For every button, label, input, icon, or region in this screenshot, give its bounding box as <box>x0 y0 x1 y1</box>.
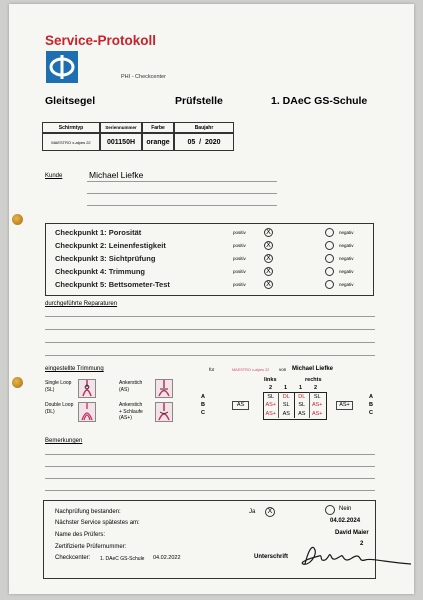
info-header-type: Schirmtyp <box>42 122 100 133</box>
ja-checkbox[interactable]: X <box>265 507 275 517</box>
positive-checkbox[interactable]: X <box>264 241 273 250</box>
trim-cell: AS+ <box>265 410 277 417</box>
ankerstich-schlaufe-icon <box>155 402 173 422</box>
row-label: C <box>369 410 373 416</box>
remarks-line-1 <box>45 454 375 455</box>
positive-label: positiv <box>233 269 246 274</box>
negative-checkbox[interactable] <box>325 267 334 276</box>
customer-line-2 <box>87 193 277 194</box>
double-loop-icon <box>78 402 96 422</box>
legend-ankerstich-schlaufe <box>119 402 143 422</box>
trim-cell: AS <box>282 410 290 417</box>
trim-rows-right <box>369 393 373 417</box>
positive-checkbox[interactable]: X <box>264 254 273 263</box>
negative-label: negativ <box>339 243 354 248</box>
info-value-year: 05 / 2020 <box>174 133 234 151</box>
row-label: C <box>201 410 205 416</box>
repairs-label: durchgeführte Reparaturen <box>45 301 118 307</box>
negative-label: negativ <box>339 269 354 274</box>
double-loop-label: Double Loop <box>45 402 74 408</box>
checkcenter-name: 1. DAeC GS-Schule <box>100 556 145 562</box>
negative-label: negativ <box>339 230 354 235</box>
ankerstich-icon <box>155 379 173 398</box>
checkpoint-label: Checkpunkt 5: Bettsometer-Test <box>55 280 170 289</box>
positive-label: positiv <box>233 282 246 287</box>
ankerstich-label: Ankerstich <box>119 380 143 386</box>
single-loop-abbr: (SL) <box>45 387 55 393</box>
info-value-type: MAESTRO x-alpes 22 <box>42 133 100 151</box>
station-name: 1. DAeC GS-Schule <box>271 95 368 107</box>
passed-label: Nachprüfung bestanden: <box>55 509 121 515</box>
row-label: B <box>369 402 373 408</box>
grid-divider <box>309 392 310 418</box>
trim-cell: AS+ <box>265 402 277 409</box>
remarks-line-4 <box>45 490 375 491</box>
checkpoint-label: Checkpunkt 3: Sichtprüfung <box>55 254 156 263</box>
col-label: 2 <box>269 385 273 391</box>
negative-label: negativ <box>339 282 354 287</box>
trim-left-extra: AS <box>232 401 249 410</box>
trim-cell: SL <box>313 394 321 400</box>
phi-logo <box>46 51 78 83</box>
next-service-label: Nächster Service spätestes am: <box>55 520 140 526</box>
inspector-label: Name des Prüfers: <box>55 532 106 538</box>
legend-ankerstich <box>119 380 142 394</box>
grid-divider <box>294 392 295 418</box>
trim-cell: AS+ <box>311 410 323 417</box>
trim-cell: AS <box>298 410 306 417</box>
info-header-color: Farbe <box>142 122 174 133</box>
remarks-line-2 <box>45 466 375 467</box>
grid-divider <box>278 392 279 418</box>
info-header-year: Baujahr <box>174 122 234 133</box>
info-header-serial: Seriennummer <box>100 122 142 133</box>
negative-label: negativ <box>339 256 354 261</box>
phi-logo-icon <box>46 51 78 83</box>
station-label: Prüfstelle <box>175 95 223 107</box>
row-label: A <box>369 394 373 400</box>
negative-checkbox[interactable] <box>325 241 334 250</box>
nein-label: Nein <box>339 506 352 512</box>
repairs-line-3 <box>45 342 375 343</box>
cert-label: Zertifizierte Prüfernummer: <box>55 544 127 550</box>
trim-cell: AS+ <box>311 402 323 409</box>
trim-cell: SL <box>282 402 290 409</box>
col-label: 2 <box>314 385 318 391</box>
checkcenter-label: Checkcenter: <box>55 555 91 561</box>
row-label: B <box>201 402 205 408</box>
category: Gleitsegel <box>45 95 96 107</box>
row-label: A <box>201 394 205 400</box>
nein-checkbox[interactable] <box>325 505 335 515</box>
repairs-line-4 <box>45 355 375 356</box>
trim-links-label: links <box>264 377 277 383</box>
customer-label: Kunde <box>45 173 63 179</box>
legend-single-loop <box>45 380 71 394</box>
negative-checkbox[interactable] <box>325 254 334 263</box>
checkcenter-date: 04.02.2022 <box>153 555 181 561</box>
trim-cell: DL <box>282 394 290 400</box>
trim-cell: SL <box>267 394 275 400</box>
protocol-sheet <box>9 4 414 594</box>
trim-for-label: für <box>209 367 215 372</box>
repairs-line-2 <box>45 329 375 330</box>
customer-line-3 <box>87 205 277 206</box>
trim-cell: SL <box>298 402 306 409</box>
negative-checkbox[interactable] <box>325 280 334 289</box>
positive-label: positiv <box>233 230 246 235</box>
col-label: 1 <box>284 385 288 391</box>
trim-glider: MAESTRO x-alpes 22 <box>232 368 270 372</box>
info-value-serial: 001150H <box>100 133 142 151</box>
single-loop-icon <box>78 379 96 398</box>
ankerstich-schlaufe-label: Ankerstich <box>119 402 143 408</box>
info-value-color: orange <box>142 133 174 151</box>
positive-checkbox[interactable]: X <box>264 280 273 289</box>
inspector-name: David Maier <box>335 530 369 536</box>
trim-by-name: Michael Liefke <box>292 366 334 372</box>
ja-label: Ja <box>249 509 256 515</box>
positive-label: positiv <box>233 243 246 248</box>
signature-image <box>295 540 413 570</box>
positive-label: positiv <box>233 256 246 261</box>
trim-rechts-label: rechts <box>305 377 322 383</box>
document-title: Service-Protokoll <box>45 33 157 48</box>
negative-checkbox[interactable] <box>325 228 334 237</box>
positive-checkbox[interactable]: X <box>264 228 273 237</box>
next-service-date: 04.02.2024 <box>330 518 361 524</box>
checkpoint-label: Checkpunkt 1: Porosität <box>55 228 142 237</box>
checkpoint-label: Checkpunkt 2: Leinenfestigkeit <box>55 241 166 250</box>
double-loop-abbr: (DL) <box>45 409 55 415</box>
legend-double-loop <box>45 402 73 416</box>
cert-number: 2 <box>360 541 364 547</box>
positive-checkbox[interactable]: X <box>264 267 273 276</box>
ankerstich-abbr: (AS) <box>119 387 129 393</box>
plus-schlaufe-label: + Schlaufe <box>119 408 143 415</box>
punch-hole <box>12 214 23 225</box>
trim-by-label: von <box>279 367 287 372</box>
repairs-line-1 <box>45 316 375 317</box>
signature-label: Unterschrift <box>254 554 289 560</box>
single-loop-label: Single Loop <box>45 380 72 386</box>
col-label: 1 <box>299 385 303 391</box>
customer-name: Michael Liefke <box>89 170 144 180</box>
trim-right-extra: AS+ <box>336 401 353 410</box>
customer-line-1 <box>87 181 277 182</box>
checkpoint-label: Checkpunkt 4: Trimmung <box>55 267 146 276</box>
trim-cell: DL <box>298 394 306 400</box>
remarks-label: Bemerkungen <box>45 438 83 444</box>
punch-hole <box>12 377 23 388</box>
ankerstich-schlaufe-abbr: (AS+) <box>119 415 132 421</box>
trim-rows-left <box>201 393 205 417</box>
company-name: PHI - Checkcenter <box>121 74 166 80</box>
trim-label: eingestellte Trimmung <box>45 366 104 372</box>
remarks-line-3 <box>45 478 375 479</box>
